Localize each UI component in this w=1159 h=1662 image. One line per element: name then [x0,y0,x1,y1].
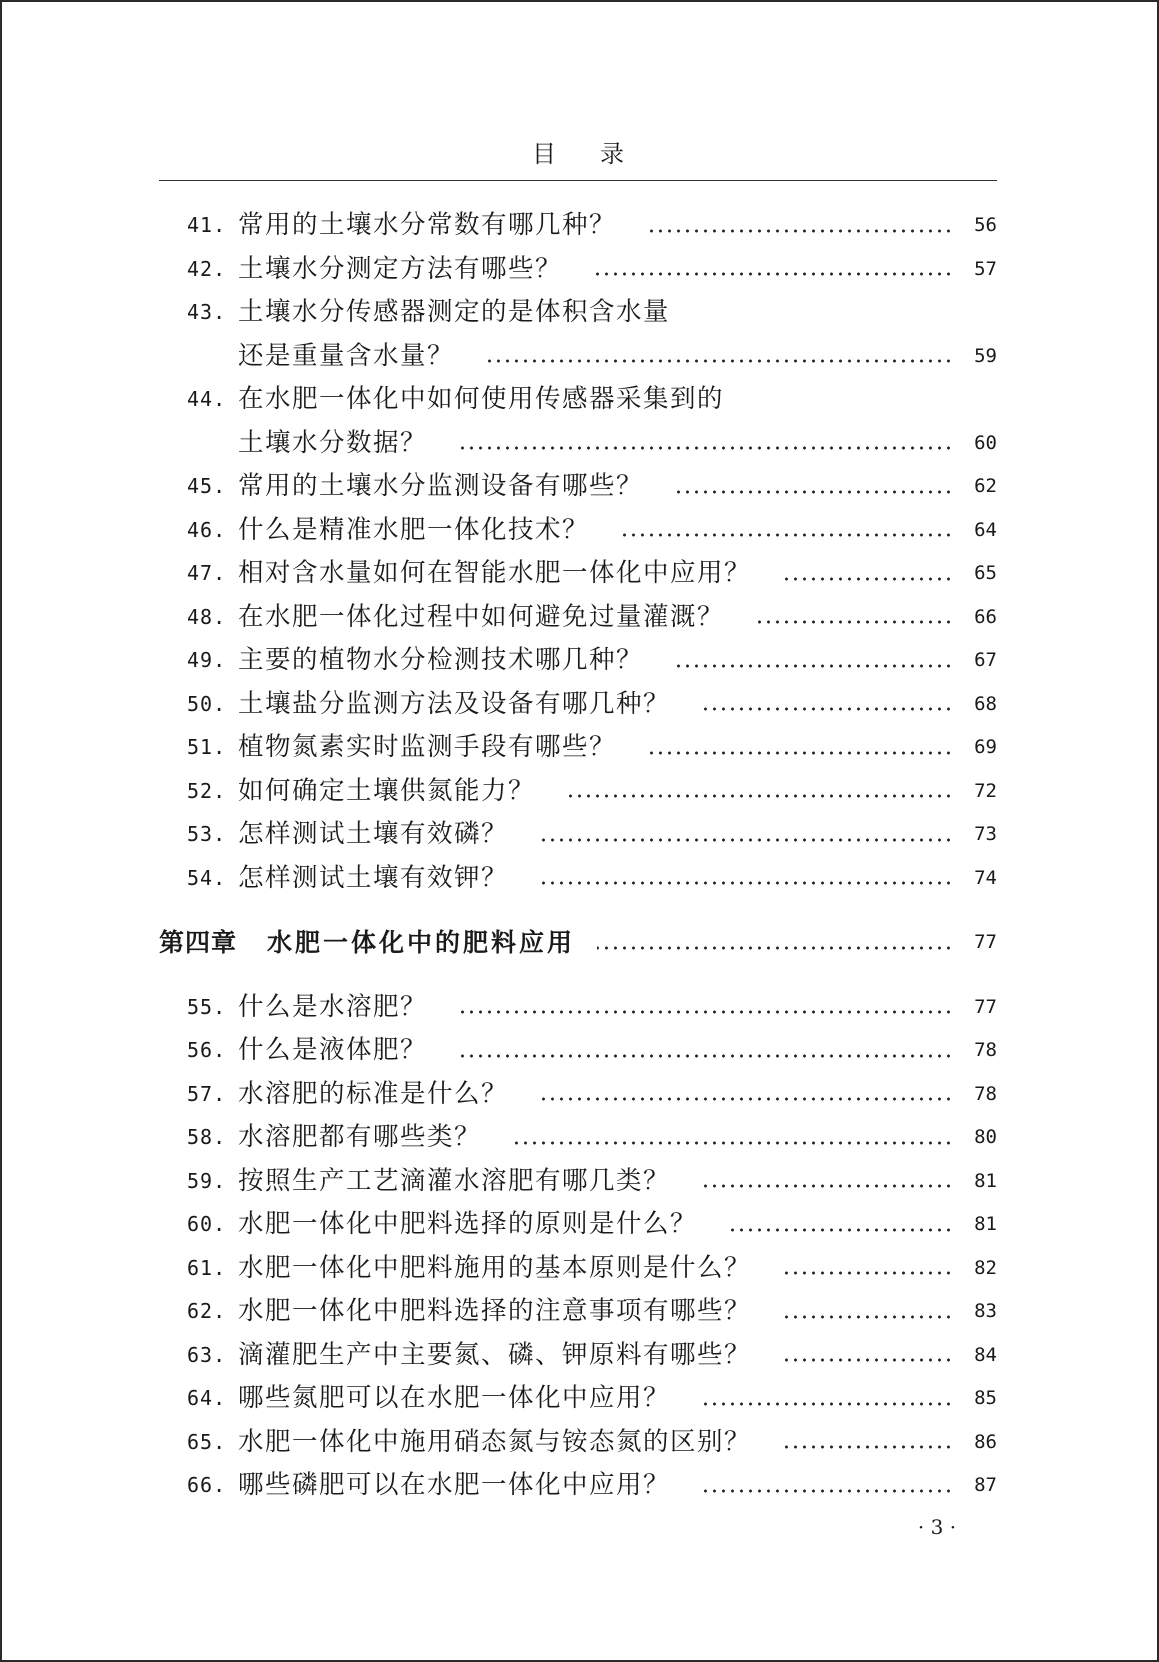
leader-dots [725,1228,953,1232]
leader-dots [752,620,953,624]
entry-title: 怎样测试土壤有效磷？ [238,819,509,849]
entry-number: 54. [187,865,227,890]
toc-entry[interactable] [159,248,997,292]
leader-dots [779,1445,953,1449]
entry-title: 什么是精准水肥一体化技术？ [238,514,590,545]
entry-title: 哪些磷肥可以在水肥一体化中应用？ [238,1470,671,1500]
leader-dots [536,838,953,842]
toc-entry[interactable] [159,509,997,553]
toc-entry[interactable] [159,683,997,727]
entry-title: 什么是液体肥？ [238,1035,428,1065]
entry-page-number: 72 [974,779,997,802]
entry-page-number: 68 [974,692,997,715]
toc-entry[interactable] [159,335,997,379]
entry-page-number: 78 [974,1039,997,1061]
chapter-label: 第四章 [159,928,238,957]
leader-dots [698,707,953,711]
entry-title: 水肥一体化中肥料选择的原则是什么？ [238,1209,698,1239]
toc-entry[interactable] [159,204,997,248]
entry-number: 60. [187,1212,227,1236]
entry-title: 水肥一体化中肥料选择的注意事项有哪些？ [238,1296,752,1326]
leader-dots [597,946,953,950]
entry-page-number: 64 [974,518,997,541]
entry-page-number: 82 [974,1256,997,1279]
leader-dots [455,1010,953,1014]
entry-page-number: 57 [974,257,997,280]
entry-title: 常用的土壤水分监测设备有哪些？ [238,471,644,501]
leader-dots [698,1184,953,1188]
entry-number: 51. [187,735,227,759]
toc-entry[interactable] [159,770,997,814]
entry-page-number: 56 [974,214,997,236]
table-of-contents [159,204,997,1508]
entry-number: 58. [187,1125,227,1149]
entry-title: 土壤水分传感器测定的是体积含水量 [238,297,671,327]
toc-entry[interactable] [159,1247,997,1291]
toc-entry[interactable] [159,552,997,596]
entry-page-number: 85 [974,1387,997,1409]
toc-entry[interactable] [159,1203,997,1247]
leader-dots [779,1358,953,1362]
toc-entry[interactable] [159,1464,997,1508]
entry-number: 53. [187,822,227,846]
entry-page-number: 66 [974,605,997,628]
leader-dots [455,446,953,450]
leader-dots [509,1141,953,1145]
running-head-title: 目录 [532,140,668,168]
entry-title: 按照生产工艺滴灌水溶肥有哪几类？ [238,1165,671,1196]
entry-number: 64. [187,1386,227,1410]
toc-entry[interactable] [159,1160,997,1204]
entry-title: 还是重量含水量？ [238,340,455,371]
entry-number: 62. [187,1299,227,1323]
entry-number: 44. [187,387,227,411]
entry-number: 63. [187,1342,227,1367]
leader-dots [536,1097,953,1101]
entry-title: 哪些氮肥可以在水肥一体化中应用？ [238,1383,671,1413]
leader-dots [779,577,953,581]
entry-page-number: 77 [974,995,997,1018]
entry-number: 41. [187,213,227,237]
leader-dots [671,490,953,494]
leader-dots [644,229,953,233]
entry-page-number: 87 [974,1474,997,1496]
entry-number: 42. [187,256,227,281]
entry-title: 在水肥一体化过程中如何避免过量灌溉？ [238,601,725,632]
entry-page-number: 84 [974,1343,997,1366]
entry-page-number: 65 [974,562,997,584]
entry-title: 滴灌肥生产中主要氮、磷、钾原料有哪些？ [238,1339,752,1370]
entry-title: 水肥一体化中施用硝态氮与铵态氮的区别？ [238,1426,752,1457]
entry-page-number: 62 [974,475,997,497]
toc-entry[interactable] [159,291,997,335]
toc-entry[interactable] [159,465,997,509]
entry-number: 49. [187,648,227,672]
toc-entry[interactable] [159,1073,997,1117]
entry-page-number: 59 [974,344,997,367]
leader-dots [563,794,953,798]
header-rule [159,180,997,181]
leader-dots [536,881,953,885]
leader-dots [644,751,953,755]
entry-number: 65. [187,1429,227,1454]
toc-entry[interactable] [159,986,997,1030]
leader-dots [482,359,953,363]
toc-entry[interactable] [159,1421,997,1465]
entry-number: 48. [187,604,227,629]
entry-number: 43. [187,300,227,324]
entry-page-number: 83 [974,1300,997,1322]
toc-entry[interactable] [159,1029,997,1073]
toc-entry[interactable] [159,639,997,683]
toc-entry[interactable] [159,813,997,857]
entry-title: 水溶肥的标准是什么？ [238,1078,509,1109]
toc-entry[interactable] [159,1377,997,1421]
entry-page-number: 74 [974,866,997,889]
toc-entry[interactable] [159,857,997,901]
toc-entry[interactable] [159,726,997,770]
entry-number: 59. [187,1168,227,1193]
leader-dots [698,1489,953,1493]
leader-dots [617,533,953,537]
leader-dots [779,1315,953,1319]
entry-title: 什么是水溶肥？ [238,991,428,1022]
chapter-title: 水肥一体化中的肥料应用 [267,928,576,957]
entry-number: 56. [187,1038,227,1062]
entry-title: 水肥一体化中肥料施用的基本原则是什么？ [238,1252,752,1283]
entry-page-number: 73 [974,823,997,845]
toc-entry[interactable] [159,422,997,466]
toc-section-after [159,986,997,1508]
entry-title: 主要的植物水分检测技术哪几种？ [238,645,644,675]
entry-number: 50. [187,691,227,716]
toc-entry[interactable] [159,378,997,422]
leader-dots [779,1271,953,1275]
entry-number: 47. [187,561,227,585]
entry-page-number: 86 [974,1430,997,1453]
entry-page-number: 81 [974,1169,997,1192]
entry-number: 55. [187,994,227,1019]
toc-entry[interactable] [159,1116,997,1160]
page-folio: · 3 · [917,1515,957,1539]
entry-number: 46. [187,517,227,542]
entry-page-number: 78 [974,1082,997,1105]
entry-title: 常用的土壤水分常数有哪几种？ [238,210,617,240]
entry-number: 57. [187,1081,227,1106]
chapter-page-number: 77 [974,931,997,953]
leader-dots [671,664,953,668]
entry-title: 水溶肥都有哪些类？ [238,1122,482,1152]
entry-title: 如何确定土壤供氮能力？ [238,775,536,806]
entry-title: 土壤水分测定方法有哪些？ [238,253,563,284]
toc-entry[interactable] [159,1334,997,1378]
leader-dots [698,1402,953,1406]
entry-title: 土壤水分数据？ [238,427,428,458]
entry-number: 66. [187,1473,227,1497]
entry-title: 相对含水量如何在智能水肥一体化中应用？ [238,558,752,588]
entry-page-number: 69 [974,736,997,758]
entry-page-number: 67 [974,649,997,671]
entry-page-number: 60 [974,431,997,454]
leader-dots [590,272,953,276]
entry-page-number: 80 [974,1126,997,1148]
toc-section-before [159,204,997,900]
entry-page-number: 81 [974,1213,997,1235]
toc-entry[interactable] [159,1290,997,1334]
entry-title: 植物氮素实时监测手段有哪些？ [238,732,617,762]
entry-number: 45. [187,474,227,498]
leader-dots [455,1054,953,1058]
entry-title: 在水肥一体化中如何使用传感器采集到的 [238,384,725,414]
toc-entry[interactable] [159,596,997,640]
entry-number: 52. [187,778,227,803]
entry-title: 怎样测试土壤有效钾？ [238,862,509,893]
chapter-heading[interactable] [159,921,997,965]
entry-number: 61. [187,1255,227,1280]
entry-title: 土壤盐分监测方法及设备有哪几种？ [238,688,671,719]
